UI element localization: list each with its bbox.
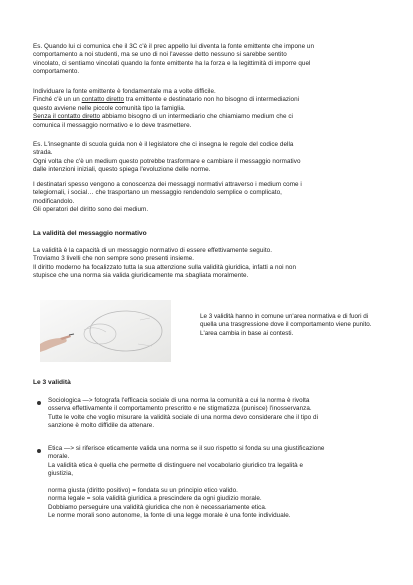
text-line: modificandolo.: [33, 197, 75, 205]
text-line: comunica il messaggio normativo e lo deve trasmettere.: [33, 121, 192, 129]
text-line: comportamento.: [33, 68, 80, 76]
text-line: La validità è la capacità di un messaggio normativo di essere effettivamente seguito.: [33, 247, 273, 254]
text-line: Es. L'insegnante di scuola guida non è il legislatore che ci insegna le regole del codice della: [33, 141, 294, 148]
bullet-ethical-validity: [48, 445, 388, 479]
text-line: sanzione è molto diffidile da attenare.: [48, 422, 155, 430]
text-line: questo avviene nelle piccole comunità tipo la famiglia.: [33, 104, 186, 112]
section-heading-validity: La validità del messaggio normativo: [33, 230, 147, 237]
text-line: morale.: [48, 453, 70, 461]
paragraph-just-vs-legal-norm: [48, 487, 388, 521]
whiteboard-drawing-icon: [40, 300, 171, 362]
text-line: Ogni volta che c'è un medium questo potrebbe trasformare e cambiare il messaggio normativo: [33, 157, 301, 165]
text-line: Troviamo 3 livelli che non sempre sono presenti insieme.: [33, 255, 195, 263]
text-line: stupisce che una norma sia valida giuridicamente ma sbagliata moralmente.: [33, 272, 249, 280]
text-line: quella una trasgressione dove il comportamento viene punito.: [200, 321, 372, 329]
paragraph-source-emitter: [33, 88, 385, 130]
paragraph-example-driving-instructor: [33, 141, 385, 175]
text-line: L'area cambia in base ai contesti.: [200, 329, 294, 337]
text-line: I destinatari spesso vengono a conoscenza dei messaggi normativi attraverso i medium come i: [33, 181, 302, 188]
text-line: strada.: [33, 149, 53, 157]
bullet-dot: [37, 401, 41, 405]
text-line: Senza il contatto diretto abbiamo bisogno di un intermediario che chiamiamo medium che ci: [33, 113, 293, 121]
text-line: norma giusta (diritto positivo) = fondata su un principio etico valido.: [48, 487, 238, 494]
text-line: Tutte le volte che voglio misurare la validità sociale di una norma devo considerare che il tipo di: [48, 413, 319, 421]
paragraph-example-professor: [33, 43, 385, 77]
section-heading-three-validities: Le 3 validità: [33, 379, 71, 386]
photo-caption-text: [200, 313, 390, 338]
text-line: Gli operatori del diritto sono dei medium.: [33, 206, 149, 214]
underlined-term: Senza il contatto diretto: [33, 113, 101, 121]
bullet-dot: [37, 449, 41, 453]
text-line: comportamento a noi studenti, ma se uno di noi l'avesse detto nessuno si sarebbe sentito: [33, 51, 287, 59]
text-line: Le norme morali sono autonome, la fonte di una legge morale è una fonte individuale.: [48, 512, 291, 520]
text-line: Il diritto moderno ha focalizzato tutta la sua attenzione sulla validità giuridica, infatti a noi non: [33, 263, 297, 271]
text-line: norma legale = sola validità giuridica a prescindere da ogni giudizio morale.: [48, 495, 262, 503]
text-line: vincolato, ci sentiamo vincolati quando la fonte emittente ha la forza e la legittimità di imporre quel: [33, 59, 311, 67]
text-line: Es. Quando lui ci comunica che il 3C c'è il prec appello lui diventa la fonte emittente che impone un: [33, 43, 315, 50]
bullet-sociological-validity: [48, 397, 388, 431]
text-line: Le 3 validità hanno in comune un'area normativa e di fuori di: [200, 313, 369, 320]
text-line: Etica —> si riferisce eticamente valida una norma se il suo rispetto si fonda su una giustificazione: [48, 445, 325, 452]
text-line: osserva effettivamente il comportamento prescritto e ne stigmatizza (punisce) l'inosservanza.: [48, 405, 312, 413]
text-line: Finché c'è un un contatto diretto tra emittente e destinatario non ho bisogno di intermediazioni: [33, 96, 300, 104]
text-line: dalle intenzioni iniziali, questo spiega l'evoluzione delle norme.: [33, 166, 211, 174]
text-line: giustizia,: [48, 470, 73, 478]
paragraph-recipients-medium: [33, 181, 385, 215]
text-line: Individuare la fonte emittente è fondamentale ma a volte difficile.: [33, 88, 216, 95]
text-line: Dobbiamo perseguire una validità giuridica che non è necessariamente etica.: [48, 503, 267, 511]
paragraph-validity-definition: [33, 247, 385, 281]
text-line: La validità etica è quella che permette di distinguere nel vocabolario giuridico tra legalità e: [48, 461, 304, 469]
text-line: telegiornali, i social… che trasportano un messaggio rendendolo semplice o complicato,: [33, 189, 282, 197]
underlined-term: contatto diretto: [81, 96, 125, 104]
text-line: Sociologica —> fotografa l'efficacia sociale di una norma la comunità a cui la norma è rivolta: [48, 397, 310, 404]
whiteboard-photo: [40, 300, 171, 362]
